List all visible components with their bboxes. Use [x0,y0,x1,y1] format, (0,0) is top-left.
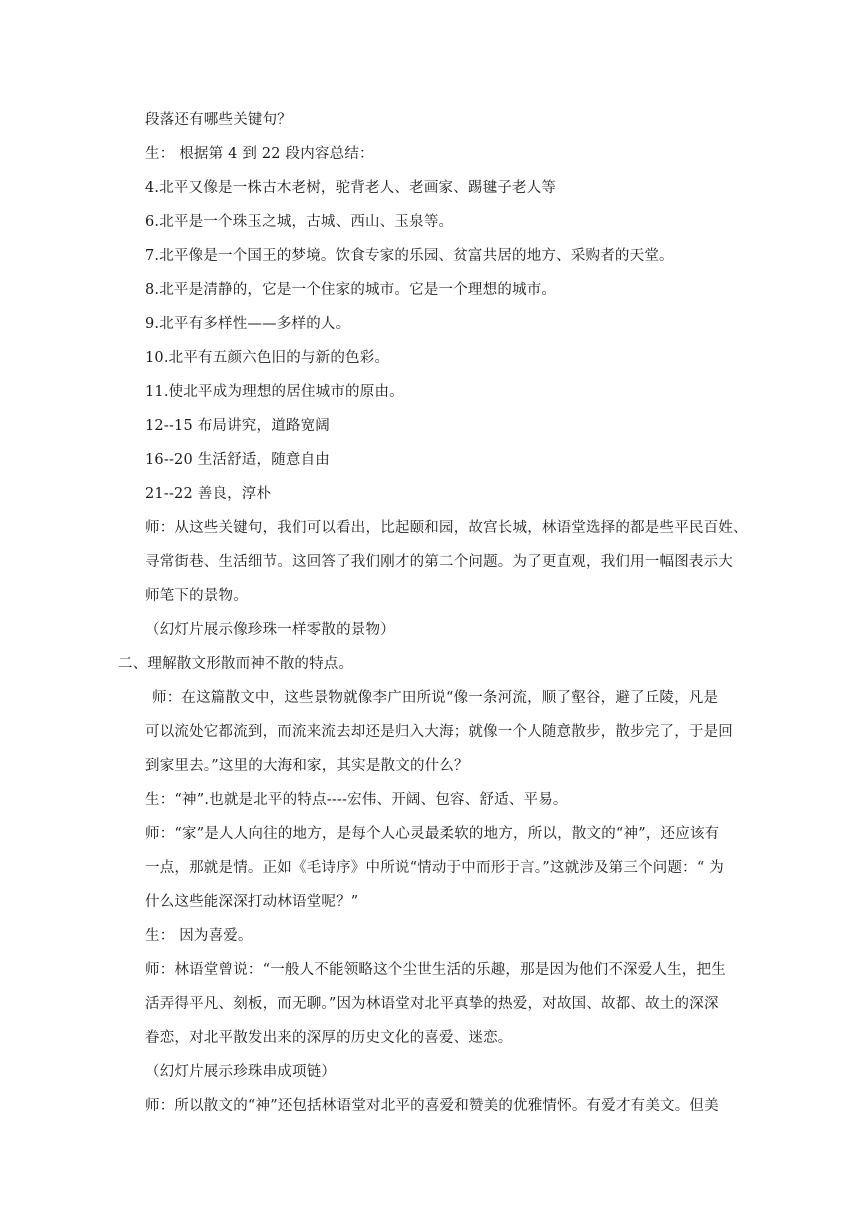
text-line: 6.北平是一个珠玉之城，古城、西山、玉泉等。 [145,214,454,230]
text-line: 可以流处它都流到，而流来流去却还是归入大海；就像一个人随意散步，散步完了，于是回 [145,724,733,740]
text-line: 16--20 生活舒适，随意自由 [145,452,331,468]
text-line: 师：在这篇散文中，这些景物就像李广田所说“像一条河流，顺了壑谷，避了丘陵，凡是 [152,690,719,706]
text-line: 生：“神”.也就是北平的特点----宏伟、开阔、包容、舒适、平易。 [145,792,568,808]
text-line: 9.北平有多样性——多样的人。 [145,316,351,332]
text-line: 什么这些能深深打动林语堂呢？” [145,894,359,910]
text-line: 4.北平又像是一株古木老树，驼背老人、老画家、踢毽子老人等 [145,180,557,196]
text-line: 10.北平有五颜六色旧的与新的色彩。 [145,350,390,366]
text-line: （幻灯片展示珍珠串成项链） [145,1064,337,1080]
text-line: 寻常街巷、生活细节。这回答了我们刚才的第二个问题。为了更直观，我们用一幅图表示大 [145,554,733,570]
text-line: 活弄得平凡、刻板，而无聊。”因为林语堂对北平真挚的热爱，对故国、故都、故土的深深 [145,996,719,1012]
text-line: 段落还有哪些关键句？ [145,112,292,128]
text-line: 师：所以散文的“神”还包括林语堂对北平的喜爱和赞美的优雅情怀。有爱才有美文。但美 [145,1098,719,1114]
text-line: 一点，那就是情。正如《毛诗序》中所说“情动于中而形于言。”这就涉及第三个问题：“ 为 [145,860,724,876]
text-line: 21--22 善良，淳朴 [145,486,272,502]
text-line: 12--15 布局讲究，道路宽阔 [145,418,331,434]
section-heading: 二、理解散文形散而神不散的特点。 [118,656,354,672]
text-line: 到家里去。”这里的大海和家，其实是散文的什么？ [145,758,469,774]
text-line: 眷恋，对北平散发出来的深厚的历史文化的喜爱、迷恋。 [145,1030,513,1046]
text-line: （幻灯片展示像珍珠一样零散的景物） [145,622,395,638]
text-line: 生： 根据第 4 到 22 段内容总结： [145,146,374,162]
text-line: 11.使北平成为理想的居住城市的原由。 [145,384,404,400]
text-line: 生： 因为喜爱。 [145,928,253,944]
text-line: 8.北平是清静的，它是一个住家的城市。它是一个理想的城市。 [145,282,557,298]
text-line: 师：林语堂曾说：“一般人不能领略这个尘世生活的乐趣，那是因为他们不深爱人生，把生 [145,962,726,978]
text-line: 师笔下的景物。 [145,588,248,604]
text-line: 师：从这些关键句，我们可以看出，比起颐和园，故宫长城，林语堂选择的都是些平民百姓、 [145,520,748,536]
text-line: 7.北平像是一个国王的梦境。饮食专家的乐园、贫富共居的地方、采购者的天堂。 [145,248,674,264]
text-line: 师：“家”是人人向往的地方，是每个人心灵最柔软的地方，所以，散文的“神”，还应该有 [145,826,720,842]
